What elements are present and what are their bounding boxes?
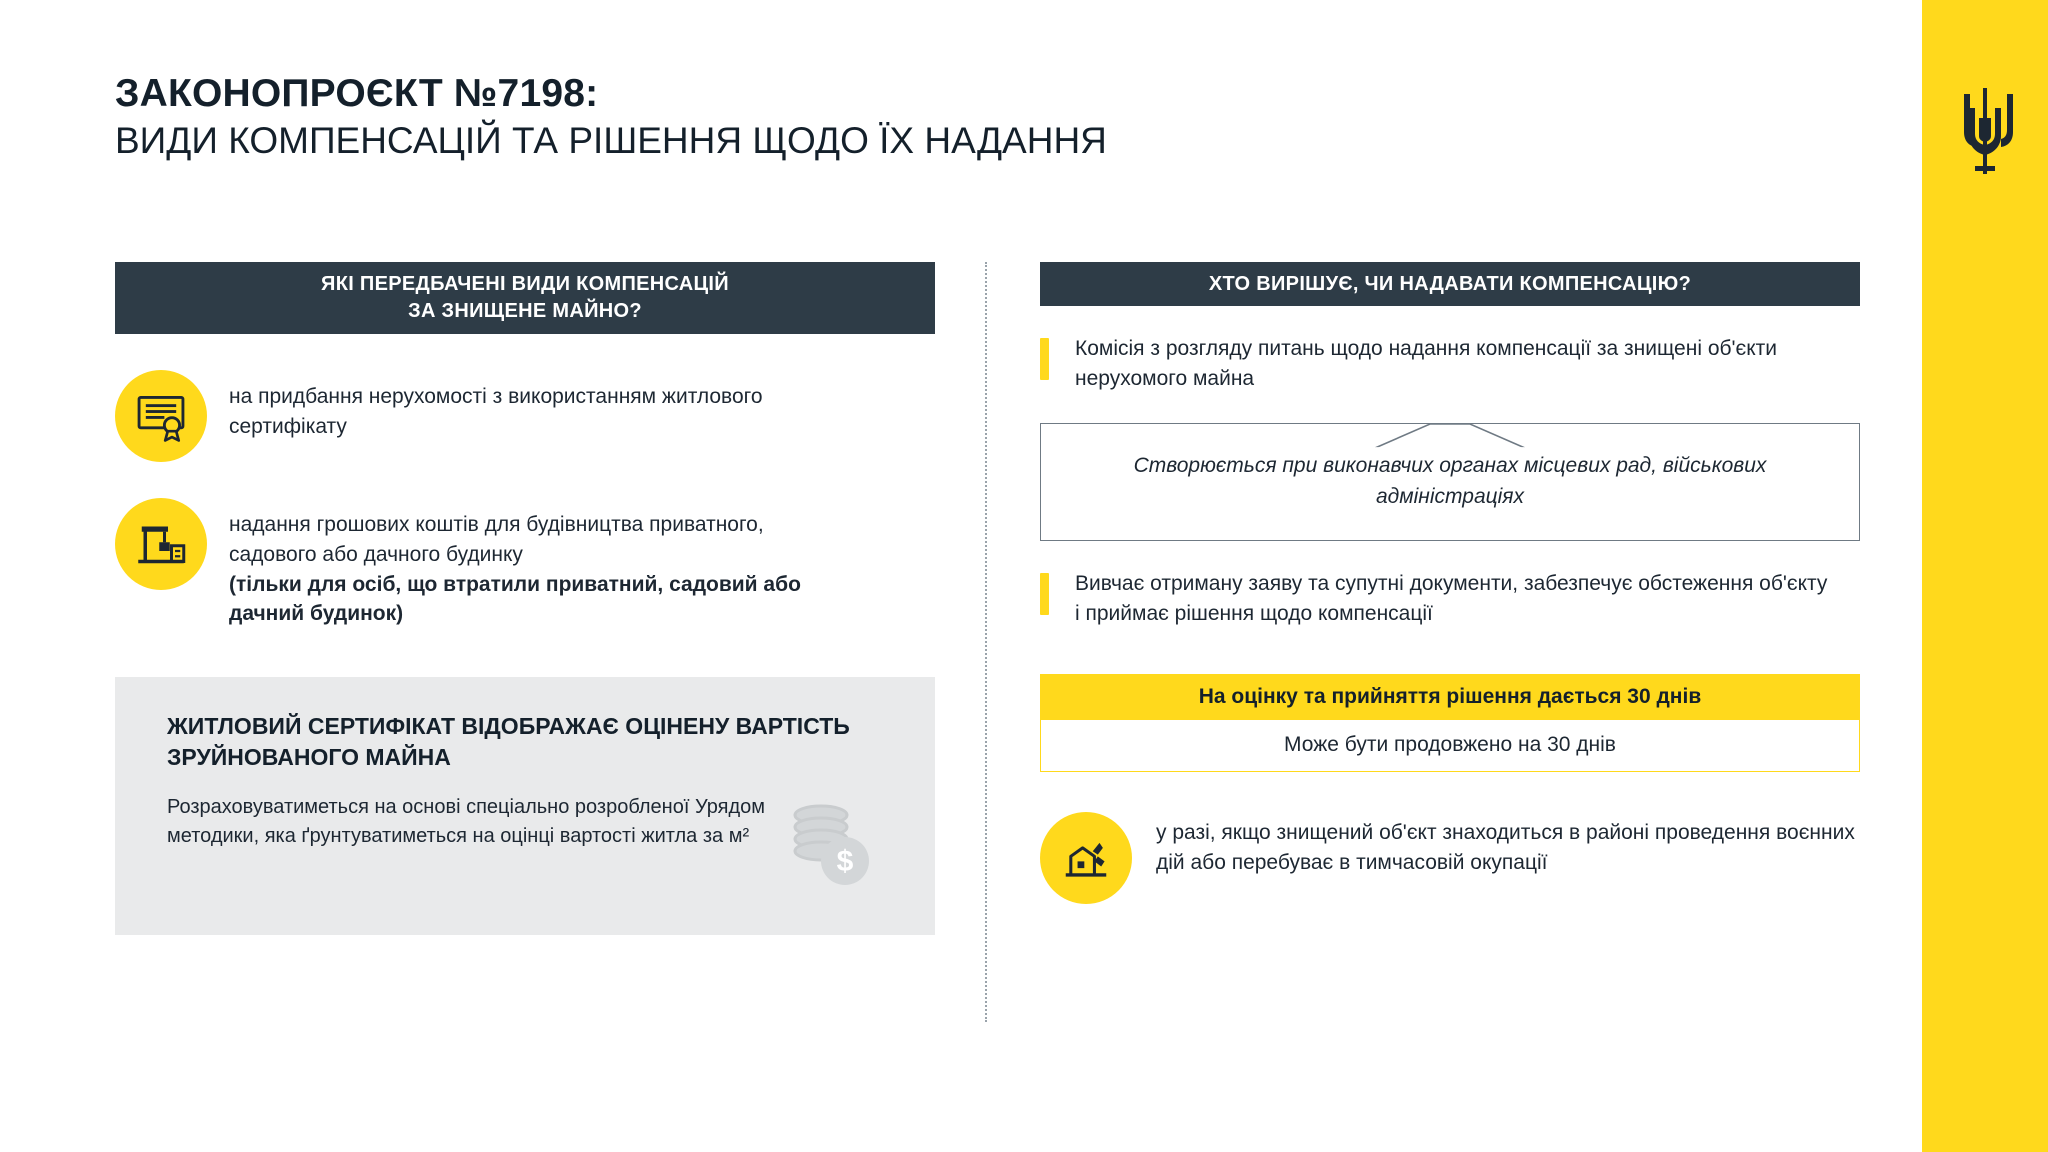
compensation-item-construction-main: надання грошових коштів для будівництва приватного, садового або дачного будинку: [229, 513, 764, 566]
construction-crane-icon: [115, 498, 207, 590]
commission-callout-text: Створюється при виконавчих органах місцевих рад, військових адміністраціях: [1133, 454, 1767, 508]
page-title-secondary: ВИДИ КОМПЕНСАЦІЙ ТА РІШЕННЯ ЩОДО ЇХ НАДАННЯ: [115, 119, 1107, 161]
compensation-item-certificate: [115, 370, 935, 462]
ukraine-trident-emblem: [1953, 88, 2017, 174]
page-title-primary: ЗАКОНОПРОЄКТ №7198:: [115, 72, 599, 115]
compensation-item-construction: [115, 498, 935, 629]
right-column: [1040, 262, 1860, 904]
left-heading-line2: ЗА ЗНИЩЕНЕ МАЙНО?: [408, 300, 642, 322]
right-section-heading: ХТО ВИРІШУЄ, ЧИ НАДАВАТИ КОМПЕНСАЦІЮ?: [1040, 262, 1860, 306]
brand-stripe: [1922, 0, 2048, 1152]
decision-point-review-text: Вивчає отриману заяву та супутні документи, забезпечує обстеження об'єкту і приймає рішення щодо компенсації: [1075, 571, 1828, 626]
occupied-territory-note: [1040, 812, 1860, 904]
compensation-item-construction-bold: (тільки для осіб, що втратили приватний, садовий або дачний будинок): [229, 572, 801, 626]
commission-callout: [1040, 423, 1860, 541]
page-header: [115, 70, 1615, 163]
housing-certificate-card-title: ЖИТЛОВИЙ СЕРТИФІКАТ ВІДОБРАЖАЄ ОЦІНЕНУ ВАРТІСТЬ ЗРУЙНОВАНОГО МАЙНА: [167, 713, 850, 771]
yellow-marker: [1040, 573, 1049, 615]
decision-point-commission: [1040, 334, 1860, 395]
yellow-marker: [1040, 338, 1049, 380]
housing-certificate-card-body: Розраховуватиметься на основі спеціально розробленої Урядом методики, яка ґрунтуватиметься на оцінці вартості житла за м²: [167, 796, 766, 848]
decision-point-commission-text: Комісія з розгляду питань щодо надання компенсації за знищені об'єкти нерухомого майна: [1075, 337, 1778, 391]
decision-point-review: [1040, 569, 1860, 630]
column-divider: [985, 262, 987, 1022]
certificate-icon: [115, 370, 207, 462]
left-section-heading: [115, 262, 935, 334]
svg-text:$: $: [836, 845, 854, 879]
deadline-extension: Може бути продовжено на 30 днів: [1040, 720, 1860, 772]
left-column: [115, 262, 935, 935]
compensation-item-certificate-text: на придбання нерухомості з використанням житлового сертифікату: [229, 385, 763, 438]
damaged-building-icon: [1040, 812, 1132, 904]
callout-notch-icon: [1375, 422, 1525, 450]
occupied-territory-note-text: у разі, якщо знищений об'єкт знаходиться в районі проведення воєнних дій або перебуває в тимчасовій окупації: [1156, 820, 1855, 875]
compensation-item-construction-text: [229, 498, 829, 629]
left-heading-line1: ЯКІ ПЕРЕДБАЧЕНІ ВИДИ КОМПЕНСАЦІЙ: [321, 273, 729, 295]
deadline-banner: На оцінку та прийняття рішення дається 30 днів: [1040, 674, 1860, 720]
coins-money-icon: [763, 795, 883, 895]
housing-certificate-card: [115, 677, 935, 935]
